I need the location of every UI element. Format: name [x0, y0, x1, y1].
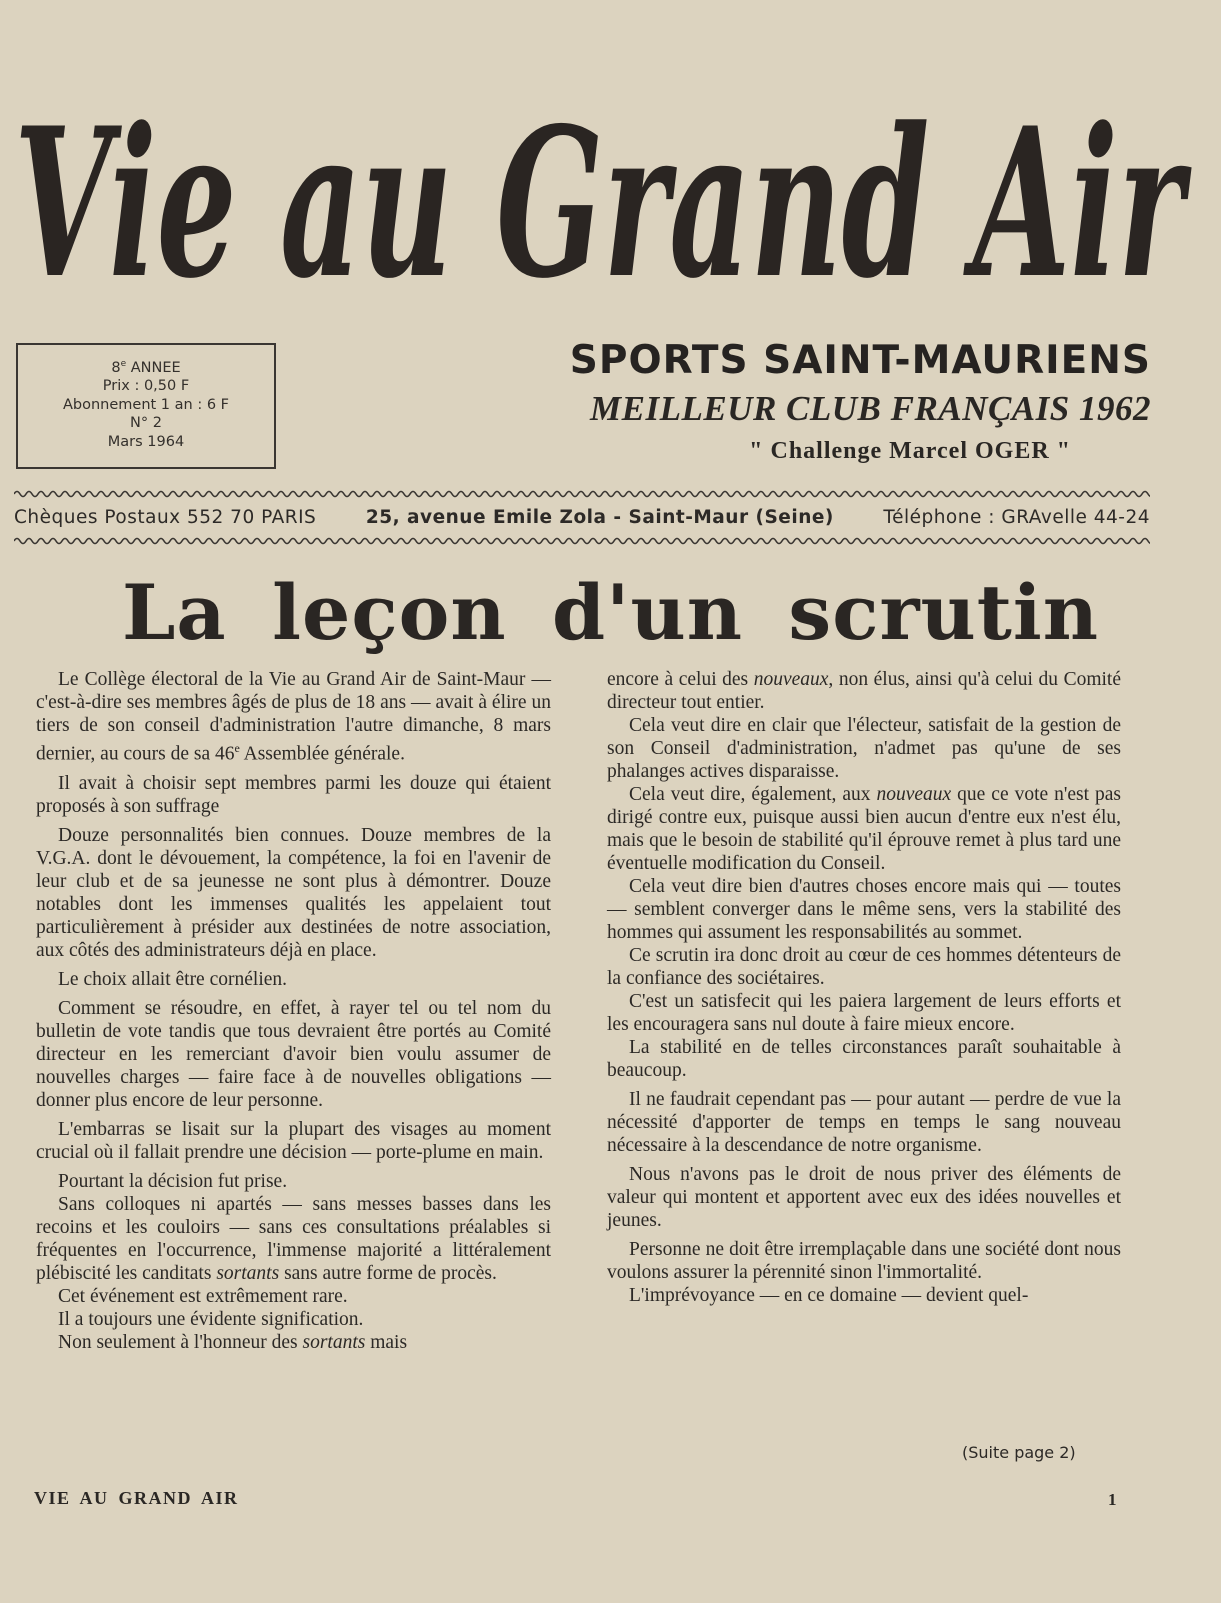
paragraph: Sans colloques ni apartés — sans messes basses dans les recoins et les couloirs — sans ces consultations préalables si fréquentes en l'occurrence, l'immense majorité a littéralement plébiscité les canditats sortants sans autre forme de procès.	[36, 1193, 551, 1284]
issue-subscription: Abonnement 1 an : 6 F	[62, 396, 229, 413]
paragraph: Pourtant la décision fut prise.	[58, 1170, 288, 1192]
paragraph: Comment se résoudre, en effet, à rayer tel ou tel nom du bulletin de vote tandis que tous devraient être portés au Comité directeur en les remerciant d'avoir bien voulu assumer de nouvelles charges — faire face à de nouvelles obligations — donner plus encore de leur personne.	[36, 997, 551, 1111]
paragraph: L'imprévoyance — en ce domaine — devient quel-	[629, 1285, 1029, 1306]
telephone: Téléphone : GRAvelle 44-24	[883, 507, 1150, 528]
article-headline: La leçon d'un scrutin	[121, 568, 1100, 657]
paragraph: Ce scrutin ira donc droit au cœur de ces hommes détenteurs de la confiance des sociétaires.	[607, 945, 1121, 989]
wavy-divider-top	[14, 488, 1150, 500]
article-column-left	[36, 668, 551, 1354]
address-bar	[14, 507, 1150, 528]
club-award: MEILLEUR CLUB FRANÇAIS 1962	[590, 389, 1151, 428]
issue-info-box	[16, 343, 276, 469]
paragraph: Non seulement à l'honneur des sortants mais	[58, 1331, 408, 1353]
club-address: 25, avenue Emile Zola - Saint-Maur (Seine)	[365, 507, 834, 528]
paragraph: Il avait à choisir sept membres parmi les douze qui étaient proposés à son suffrage	[36, 772, 551, 817]
footer-publication: VIE AU GRAND AIR	[34, 1488, 239, 1508]
paragraph: Cela veut dire en clair que l'électeur, satisfait de la gestion de son Conseil d'administration, n'admet pas qu'une de ses phalanges actives disparaisse.	[607, 715, 1121, 782]
paragraph: Le Collège électoral de la Vie au Grand Air de Saint-Maur — c'est-à-dire ses membres âgés de plus de 18 ans — avait à élire un tiers de son conseil d'administration l'autre dimanche, 8 mars dernier, au cours de sa 46e Assemblée générale.	[36, 669, 551, 765]
club-name: SPORTS SAINT-MAURIENS	[569, 338, 1151, 383]
paragraph: La stabilité en de telles circonstances paraît souhaitable à beaucoup.	[607, 1037, 1121, 1081]
paragraph: Cela veut dire, également, aux nouveaux que ce vote n'est pas dirigé contre eux, puisque aussi bien aucun d'entre eux n'est élu, mais que le besoin de stabilité qu'il éprouve remet à plus tard une éventuelle modification du Conseil.	[607, 784, 1121, 874]
wavy-divider-bottom	[14, 535, 1150, 547]
club-heading	[511, 338, 1151, 466]
issue-number: N° 2	[130, 415, 162, 432]
issue-date: Mars 1964	[107, 433, 185, 450]
paragraph: L'embarras se lisait sur la plupart des visages au moment crucial où il fallait prendre une décision — porte-plume en main.	[36, 1118, 551, 1163]
issue-year: 8e ANNEE	[111, 359, 181, 376]
article-column-right	[607, 668, 1121, 1307]
paragraph: C'est un satisfecit qui les paiera largement de leurs efforts et les encouragera sans nul doute à faire mieux encore.	[607, 991, 1121, 1035]
continued-note: (Suite page 2)	[962, 1443, 1076, 1462]
paragraph: Il a toujours une évidente signification.	[58, 1308, 364, 1330]
paragraph: Personne ne doit être irremplaçable dans une société dont nous voulons assurer la pérennité sinon l'immortalité.	[607, 1239, 1121, 1283]
issue-price: Prix : 0,50 F	[102, 378, 190, 395]
masthead-title: Vie au Grand Air	[14, 84, 1192, 320]
paragraph: Nous n'avons pas le droit de nous priver des éléments de valeur qui montent et apportent avec eux des idées nouvelles et jeunes.	[607, 1164, 1121, 1231]
club-challenge: " Challenge Marcel OGER "	[749, 438, 1071, 464]
paragraph: Le choix allait être cornélien.	[58, 968, 288, 990]
paragraph: Douze personnalités bien connues. Douze membres de la V.G.A. dont le dévouement, la compétence, la foi en l'avenir de leur club et de sa jeunesse ne sont plus à démontrer. Douze notables dont les immenses qualités les appelaient tout particulièrement à présider aux destinées de notre association, aux côtés des administrateurs déjà en place.	[36, 824, 551, 961]
page-number: 1	[1108, 1490, 1117, 1509]
paragraph: Cet événement est extrêmement rare.	[58, 1285, 348, 1307]
paragraph: Cela veut dire bien d'autres choses encore mais qui — toutes — semblent converger dans le même sens, vers la stabilité des hommes qui assument les responsabilités au sommet.	[607, 876, 1121, 943]
postal-cheques: Chèques Postaux 552 70 PARIS	[14, 507, 317, 528]
paragraph: Il ne faudrait cependant pas — pour autant — perdre de vue la nécessité d'apporter de temps en temps le sang nouveau nécessaire à la descendance de notre organisme.	[607, 1089, 1121, 1156]
paragraph: encore à celui des nouveaux, non élus, ainsi qu'à celui du Comité directeur tout entier.	[607, 669, 1121, 713]
masthead-logo	[14, 70, 1204, 320]
